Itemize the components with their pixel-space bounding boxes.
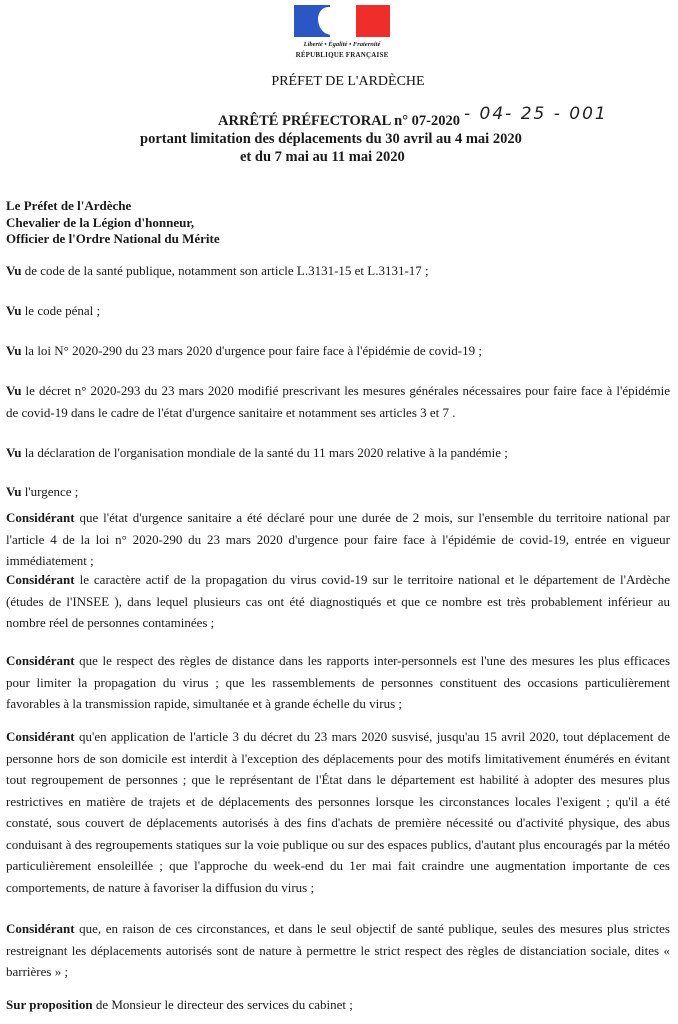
recital-paragraph (6, 507, 670, 572)
recital-lead: Vu (6, 383, 22, 398)
republic-motto: Liberté • Égalité • Fraternité (303, 41, 381, 48)
republic-name: RÉPUBLIQUE FRANÇAISE (295, 51, 389, 59)
recital-text: la déclaration de l'organisation mondiale de la santé du 11 mars 2020 relative à la pandémie ; (21, 445, 508, 460)
recital-paragraph (6, 918, 670, 983)
recital-lead: Considérant (6, 729, 75, 744)
recital-lead: Vu (6, 445, 22, 460)
recital-paragraph (6, 260, 670, 282)
recital-paragraph (6, 994, 670, 1016)
authority-line: Chevalier de la Légion d'honneur, (6, 214, 195, 230)
prefecture-name: PRÉFET DE L'ARDÈCHE (271, 74, 425, 89)
recital-text: de Monsieur le directeur des services du cabinet ; (92, 997, 353, 1012)
recital-lead: Vu (6, 263, 22, 278)
recital-paragraph (6, 650, 670, 715)
recital-text: que le respect des règles de distance dans les rapports inter-personnels est l'une des mesures les plus efficaces pour limiter la propagation du virus ; que les rassemblements de personnes constituent des occasions particulièrement favorables à la transmission rapide, simultanée et à grande échelle du virus ; (6, 653, 670, 711)
decree-number: ARRÊTÉ PRÉFECTORAL n° 07-2020 (218, 113, 460, 129)
authority-line: Officier de l'Ordre National du Mérite (6, 231, 220, 246)
decree-subject-continued: et du 7 mai au 11 mai 2020 (240, 149, 405, 165)
recital-lead: Vu (6, 484, 22, 499)
recital-paragraph (6, 569, 670, 634)
recital-paragraph (6, 726, 670, 898)
flag-red-band (356, 5, 390, 37)
recital-text: que l'état d'urgence sanitaire a été déclaré pour une durée de 2 mois, sur l'ensemble du territoire national par l'article 4 de la loi n° 2020-290 du 23 mars 2020 d'urgence pour faire face à l'épidémie de covid-19, entrée en vigueur immédiatement ; (6, 510, 670, 568)
recital-lead: Sur proposition (6, 997, 93, 1012)
authority-block (6, 198, 220, 248)
authority-line: Le Préfet de l'Ardèche (6, 198, 132, 213)
handwritten-number: - 04- 25 - 001 (464, 104, 608, 124)
marianne-profile (318, 7, 342, 35)
marianne-logo-icon (294, 5, 390, 37)
recital-lead: Considérant (6, 510, 75, 525)
recital-lead: Vu (6, 303, 22, 318)
recital-text: le code pénal ; (21, 303, 101, 318)
recital-lead: Considérant (6, 921, 75, 936)
recital-lead: Vu (6, 343, 22, 358)
recital-text: l'urgence ; (21, 484, 79, 499)
recital-text: le décret n° 2020-293 du 23 mars 2020 modifié prescrivant les mesures générales nécessaires pour faire face à l'épidémie de covid-19 dans le cadre de l'état d'urgence sanitaire et notamment ses articles 3 et 7 . (6, 383, 670, 420)
recital-paragraph (6, 442, 670, 464)
recital-lead: Considérant (6, 653, 75, 668)
recital-lead: Considérant (6, 572, 75, 587)
recital-text: de code de la santé publique, notamment son article L.3131-15 et L.3131-17 ; (21, 263, 429, 278)
recital-text: la loi N° 2020-290 du 23 mars 2020 d'urgence pour faire face à l'épidémie de covid-19 ; (21, 343, 482, 358)
recital-paragraph (6, 340, 670, 362)
recital-paragraph (6, 380, 670, 423)
recital-text: qu'en application de l'article 3 du décret du 23 mars 2020 susvisé, jusqu'au 15 avril 2020, tout déplacement de personne hors de son domicile est interdit à l'exception des déplacements pour des motifs limitativement énumérés en évitant tout regroupement de personnes ; que le représentant de l'État dans le département est habilité à adopter des mesures plus restrictives en matière de trajets et de déplacements des personnes lorsque les circonstances locales l'exigent ; qu'il a été constaté, sous couvert de déplacements autorisés à des fins d'achats de première nécessité ou d'activité physique, des abus conduisant à des regroupements statiques sur la voie publique ou sur des espaces publics, d'autant plus encouragés par la météo particulièrement ensoleillée ; que l'approche du week-end du 1er mai fait craindre une augmentation importante de ces comportements, de nature à favoriser la diffusion du virus ; (6, 729, 670, 895)
decree-subject: portant limitation des déplacements du 30 avril au 4 mai 2020 (140, 131, 522, 147)
recital-text: le caractère actif de la propagation du virus covid-19 sur le territoire national et le département de l'Ardèche (études de l'INSEE ), dans lequel plusieurs cas ont été diagnostiqués et que ce nombre est très probablement inférieur au nombre réel de personnes contaminées ; (6, 572, 670, 630)
recital-text: que, en raison de ces circonstances, et dans le seul objectif de santé publique, seules des mesures plus strictes restreignant les déplacements autorisés sont de nature à permettre le strict respect des règles de distanciation sociale, dites « barrières » ; (6, 921, 670, 979)
recital-paragraph (6, 300, 670, 322)
recital-paragraph (6, 481, 670, 503)
